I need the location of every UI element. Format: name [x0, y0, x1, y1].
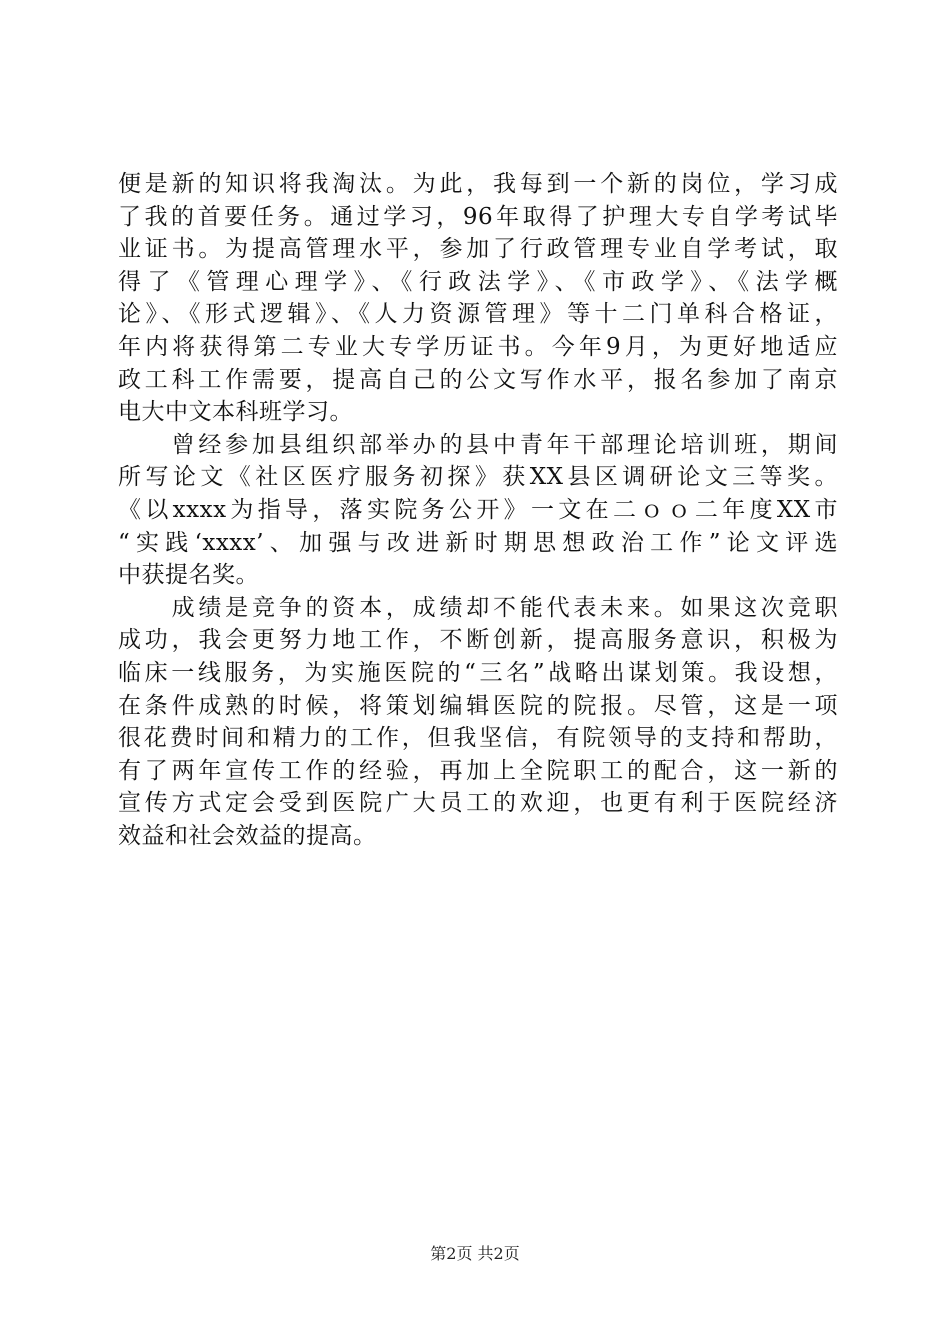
- paragraph-3: [118, 592, 838, 853]
- text-line: 宣传方式定会受到医院广大员工的欢迎，也更有利于医院经济: [118, 790, 838, 817]
- text-line: “实践‘xxxx’、加强与改进新时期思想政治工作”论文评选: [118, 529, 838, 556]
- text-line: 有了两年宣传工作的经验，再加上全院职工的配合，这一新的: [118, 757, 838, 784]
- paragraph-2: [118, 429, 838, 592]
- text-line: 曾经参加县组织部举办的县中青年干部理论培训班，期间: [118, 431, 838, 458]
- text-line: 成功，我会更努力地工作，不断创新，提高服务意识，积极为: [118, 627, 838, 654]
- text-line: 很花费时间和精力的工作，但我坚信，有院领导的支持和帮助，: [118, 725, 838, 752]
- page-number-footer: 第2页 共2页: [430, 1244, 520, 1263]
- text-line: 所写论文《社区医疗服务初探》获XX县区调研论文三等奖。: [118, 464, 838, 491]
- text-line: 成绩是竞争的资本，成绩却不能代表未来。如果这次竞职: [118, 594, 838, 621]
- text-line: 中获提名奖。: [118, 562, 259, 589]
- paragraph-1: [118, 168, 838, 429]
- text-line: 效益和社会效益的提高。: [118, 822, 377, 849]
- text-line: 政工科工作需要，提高自己的公文写作水平，报名参加了南京: [118, 366, 838, 393]
- text-line: 便是新的知识将我淘汰。为此，我每到一个新的岗位，学习成: [118, 171, 838, 197]
- text-line: 了我的首要任务。通过学习，96年取得了护理大专自学考试毕: [118, 203, 838, 230]
- text-line: 论》、《形式逻辑》、《人力资源管理》等十二门单科合格证，: [118, 301, 838, 328]
- text-line: 在条件成熟的时候，将策划编辑医院的院报。尽管，这是一项: [118, 692, 838, 719]
- text-line: 电大中文本科班学习。: [118, 399, 353, 426]
- text-line: 年内将获得第二专业大专学历证书。今年9月，为更好地适应: [118, 333, 838, 360]
- text-line: 得了《管理心理学》、《行政法学》、《市政学》、《法学概: [118, 268, 838, 295]
- document-body: [118, 168, 838, 852]
- text-line: 临床一线服务，为实施医院的“三名”战略出谋划策。我设想，: [118, 659, 838, 686]
- text-line: 业证书。为提高管理水平，参加了行政管理专业自学考试，取: [118, 236, 838, 263]
- text-line: 《以xxxx为指导，落实院务公开》一文在二ｏｏ二年度XX市: [118, 496, 838, 523]
